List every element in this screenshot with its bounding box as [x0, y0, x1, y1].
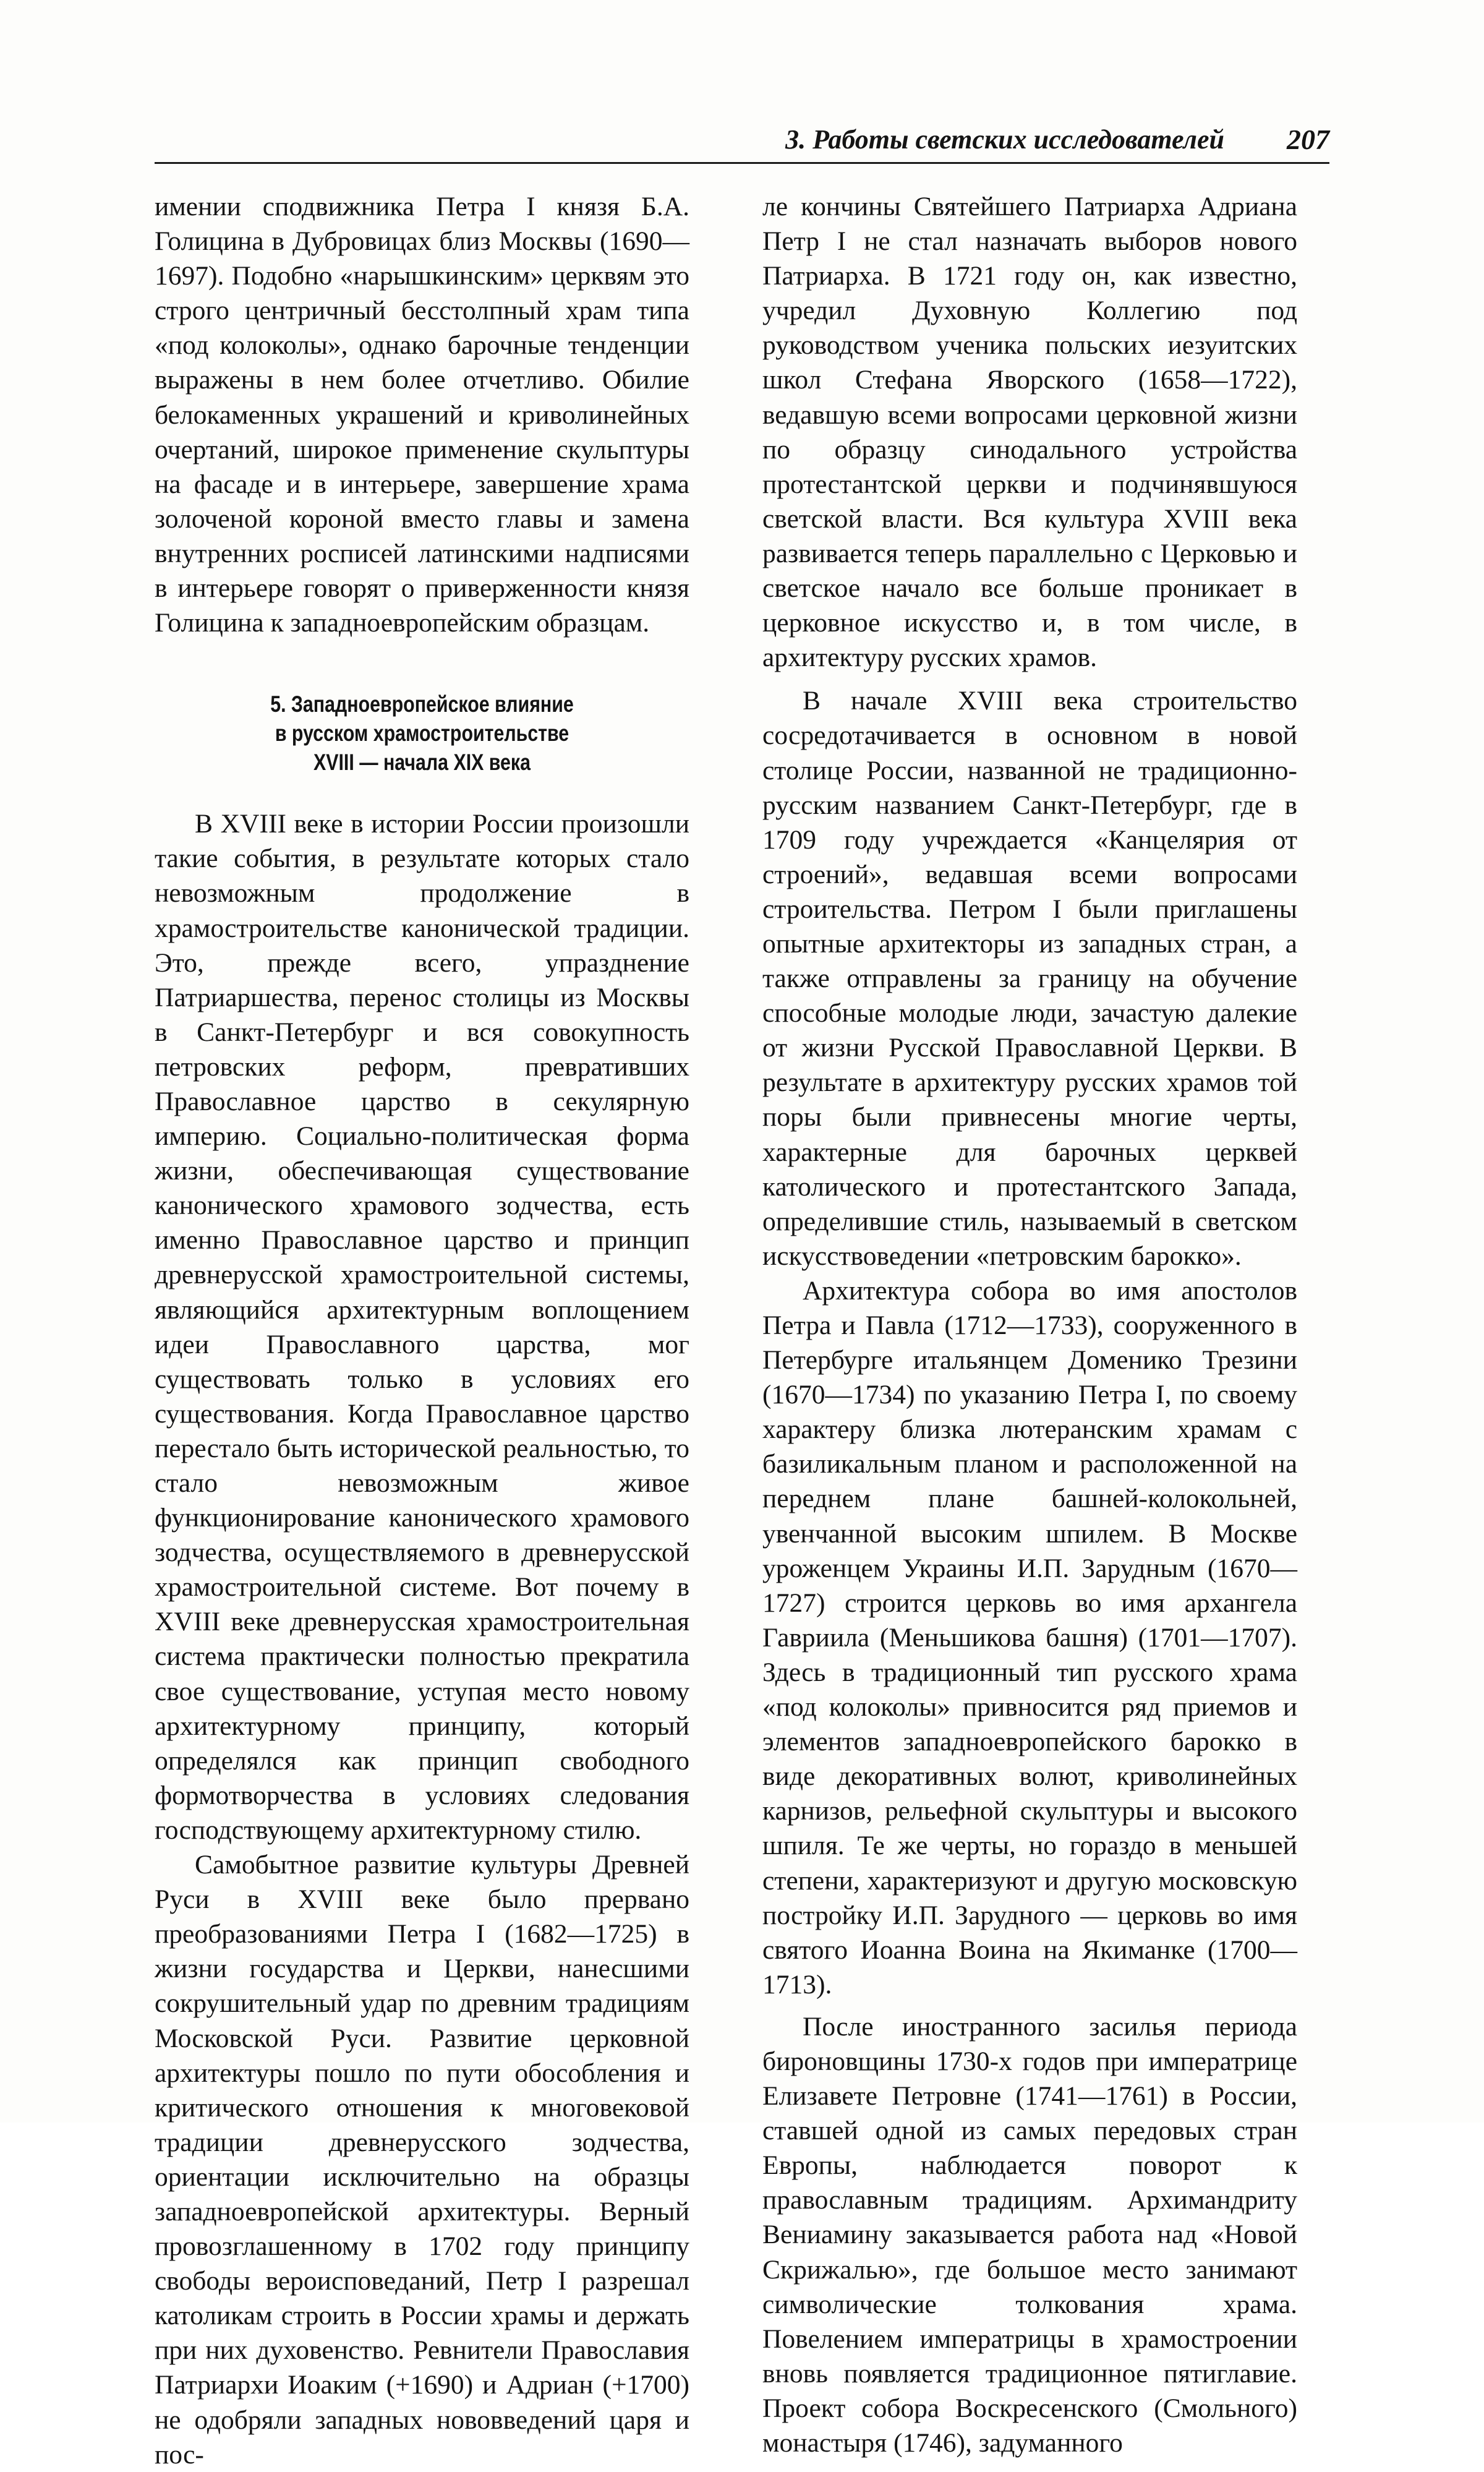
paragraph: ле кончины Святейшего Патриарха Адриана Петр I не стал назначать выборов нового Патриарха. В 1721 году он, как известно, учредил Духовную Коллегию под руководством ученика польских иезуитских школ Стефана Яворского (1658—1722), ведавшую всеми вопросами церковной жизни по образцу синодального устройства протестантской церкви и подчинявшуюся светской власти. Вся культура XVIII века развивается теперь параллельно с Церковью и светское начало все больше проникает в церковное искусство и, в том числе, в архитектуру русских храмов. [762, 192, 1297, 673]
header-rule [155, 162, 1329, 164]
paragraph: После иностранного засилья периода бироновщины 1730-х годов при императрице Елизавете Петровне (1741—1761) в России, ставшей одной из самых передовых стран Европы, наблюдается поворот к православным традициям. Архимандриту Вениамину заказывается работа над «Новой Скрижалью», где большое место занимают символические толкования храма. Повелением императрицы в храмостроении вновь появляется традиционное пятиглавие. Проект собора Воскресенского (Смольного) монастыря (1746), задуманного [762, 2011, 1297, 2458]
section-heading [203, 690, 641, 777]
paragraph: Архитектура собора во имя апостолов Петра и Павла (1712—1733), сооруженного в Петербурге итальянцем Доменико Трезини (1670—1734) по указанию Петра I, по своему характеру близка лютеранским храмам с базиликальным планом и расположенной на переднем плане башней-колокольней, увенчанной высоким шпилем. В Москве уроженцем Украины И.П. Зарудным (1670—1727) строится церковь во имя архангела Гавриила (Меньшикова башня) (1701—1707). Здесь в традиционный тип русского храма «под колоколы» привносится ряд приемов и элементов западноевропейского барокко в виде декоративных волют, криволинейных карнизов, рельефной скульптуры и высокого шпиля. Те же черты, но гораздо в меньшей степени, характеризуют и другую московскую постройку И.П. Зарудного — церковь во имя святого Иоанна Воина на Якиманке (1700—1713). [762, 1275, 1297, 1999]
page-number: 207 [1287, 124, 1329, 155]
running-head [155, 121, 1329, 158]
paragraph: имении сподвижника Петра I князя Б.А. Голицина в Дубровицах близ Москвы (1690—1697). Подобно «нарышкинским» церквям это строго центричный бесстолпный храм типа «под колоколы», однако барочные тенденции выражены в нем более отчетливо. Обилие белокаменных украшений и криволинейных очертаний, широкое применение скульптуры на фасаде и в интерьере, завершение храма золоченой короной вместо главы и замена внутренних росписей латинскими надписями в интерьере говорят о приверженности князя Голицина к западноевропейским образцам. [155, 192, 689, 638]
paragraph: В XVIII веке в истории России произошли такие события, в результате которых стало невозможным продолжение в храмостроительстве канонической традиции. Это, прежде всего, упразднение Патриаршества, перенос столицы из Москвы в Санкт-Петербург и вся совокупность петровских реформ, превративших Православное царство в секулярную империю. Социально-политическая форма жизни, обеспечивающая существование канонического храмового зодчества, есть именно Православное царство и принцип древнерусской храмостроительной системы, являющийся архитектурным воплощением идеи Православного царства, мог существовать только в условиях его существования. Когда Православное царство перестало быть исторической реальностью, то стало невозможным живое функционирование канонического храмового зодчества, осуществляемого в древнерусской храмостроительной системе. Вот почему в XVIII веке древнерусская храмостроительная система практически полностью прекратила свое существование, уступая место новому архитектурному принципу, который определялся как принцип свободного формотворчества в условиях следования господствующему архитектурному стилю. [155, 809, 689, 1845]
right-column [762, 189, 1297, 2460]
section-heading-line: в русском храмостроительстве [275, 721, 569, 746]
running-title: 3. Работы светских исследователей [785, 124, 1224, 155]
left-column [155, 189, 689, 2472]
paragraph: Самобытное развитие культуры Древней Руси в XVIII веке было прервано преобразованиями Петра I (1682—1725) в жизни государства и Церкви, нанесшими сокрушительный удар по древним традициям Московской Руси. Развитие церковной архитектуры пошло по пути обособления и критического отношения к многовековой традиции древнерусского зодчества, ориентации исключительно на образцы западноевропейской архитектуры. Верный провозглашенному в 1702 году принципу свободы вероисповеданий, Петр I разрешал католикам строить в России храмы и держать при них духовенство. Ревнители Православия Патриархи Иоаким (+1690) и Адриан (+1700) не одобряли западных нововведений царя и пос- [155, 1850, 689, 2470]
section-heading-line: 5. Западноевропейское влияние [270, 691, 574, 717]
section-heading-line: XVIII — начала XIX века [313, 750, 531, 776]
paragraph: В начале XVIII века строительство сосредотачивается в основном в новой столице России, названной не традиционно-русским названием Санкт-Петербург, где в 1709 году учреждается «Канцелярия от строений», ведавшая всеми вопросами строительства. Петром I были приглашены опытные архитекторы из западных стран, а также отправлены за границу на обучение способные молодые люди, зачастую далекие от жизни Русской Православной Церкви. В результате в архитектуру русских храмов той поры были привнесены многие черты, характерные для барочных церквей католического и протестантского Запада, определившие стиль, называемый в светском искусствоведении «петровским барокко». [762, 686, 1297, 1271]
